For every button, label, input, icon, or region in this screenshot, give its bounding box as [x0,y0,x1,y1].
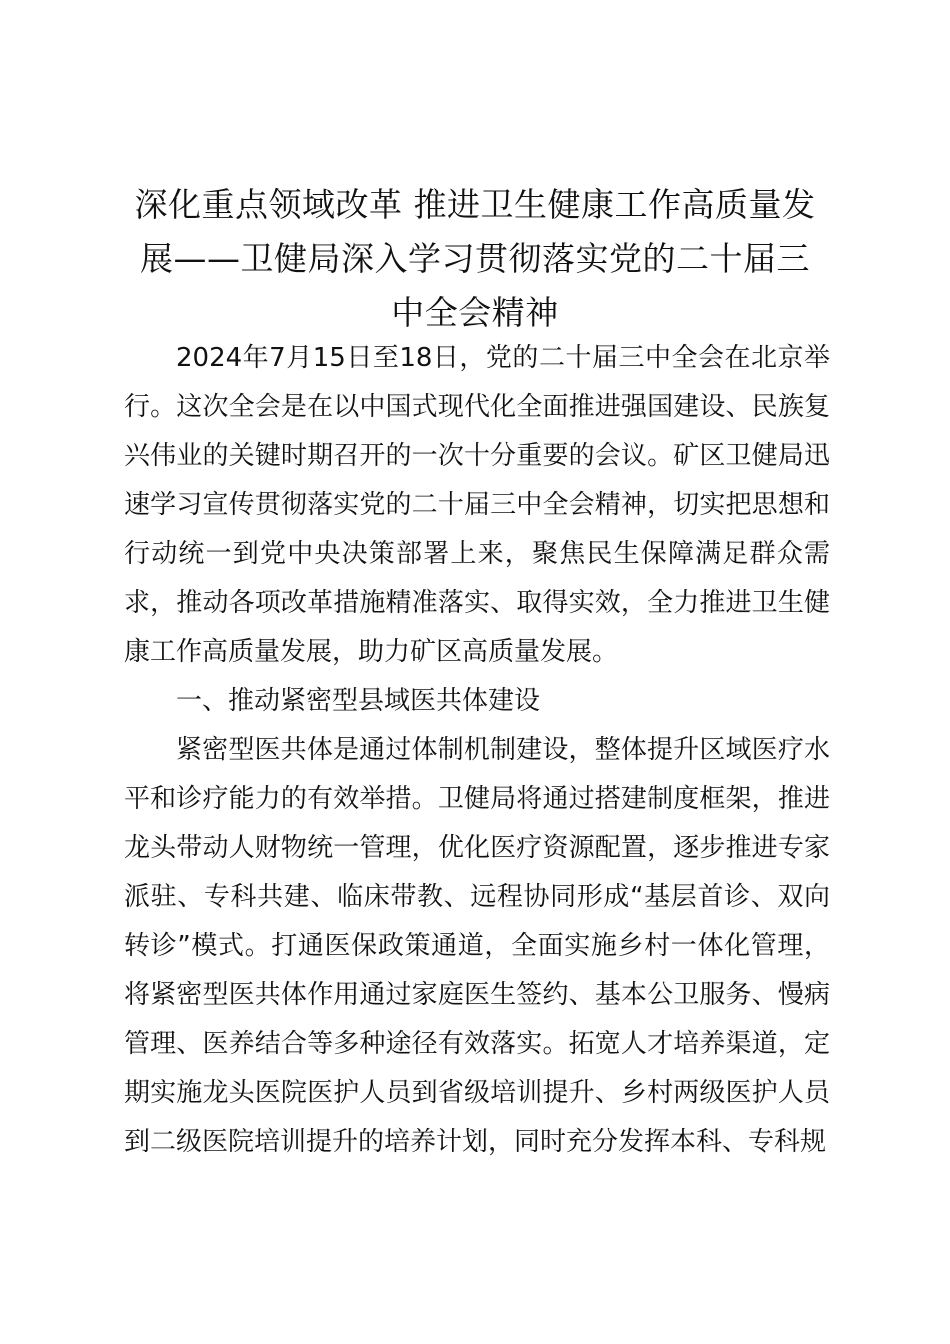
section-1-paragraph: 紧密型医共体是通过体制机制建设，整体提升区域医疗水平和诊疗能力的有效举措。卫健局将通过搭建制度框架，推进龙头带动人财物统一管理，优化医疗资源配置，逐步推进专家派驻、专科共建、临床带教、远程协同形成“基层首诊、双向转诊”模式。打通医保政策通道，全面实施乡村一体化管理，将紧密型医共体作用通过家庭医生签约、基本公卫服务、慢病管理、医养结合等多种途径有效落实。拓宽人才培养渠道，定期实施龙头医院医护人员到省级培训提升、乡村两级医护人员到二级医院培训提升的培养计划，同时充分发挥本科、专科规 [124,735,830,1157]
document-title: 深化重点领域改革 推进卫生健康工作高质量发展——卫健局深入学习贯彻落实党的二十届三中全会精神 [134,185,816,332]
intro-paragraph: 2024年7月15日至18日，党的二十届三中全会在北京举行。这次全会是在以中国式现代化全面推进强国建设、民族复兴伟业的关键时期召开的一次十分重要的会议。矿区卫健局迅速学习宣传贯彻落实党的二十届三中全会精神，切实把思想和行动统一到党中央决策部署上来，聚焦民生保障满足群众需求，推动各项改革措施精准落实、取得实效，全力推进卫生健康工作高质量发展，助力矿区高质量发展。 [124,343,830,667]
section-heading-1: 一、推动紧密型县域医共体建设 [176,686,541,716]
document-body [124,334,830,1167]
